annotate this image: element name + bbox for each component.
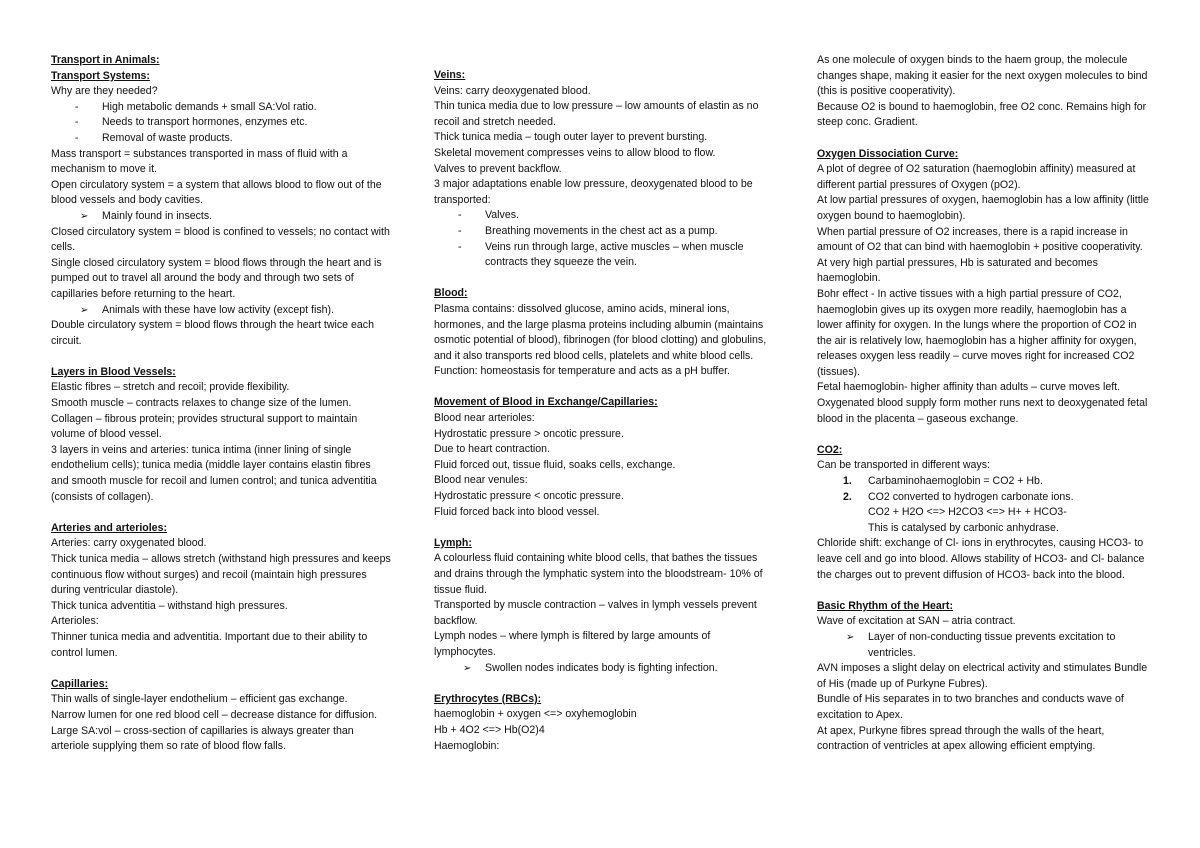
paragraph: AVN imposes a slight delay on electrical activity and stimulates Bundle of His (made up of Purkyne Fubres). xyxy=(817,662,1148,690)
paragraph: 3 layers in veins and arteries: tunica intima (inner lining of single endothelium cells); tunica media (middle layer contains elastin fibres and smooth muscle for recoil and lumen control; and tunica adventitia (consists of collagen). xyxy=(51,443,377,503)
paragraph: Double circulatory system = blood flows through the heart twice each circuit. xyxy=(51,319,374,347)
paragraph: Transported by muscle contraction – valves in lymph vessels prevent backflow. xyxy=(434,599,757,627)
list-item: ➢ Swollen nodes indicates body is fighting infection. xyxy=(434,661,774,677)
list-item: - Veins run through large, active muscles – when muscle contracts they squeeze the vein. xyxy=(434,240,774,271)
paragraph: Hydrostatic pressure > oncotic pressure. xyxy=(434,427,624,440)
paragraph: Due to heart contraction. xyxy=(434,443,551,456)
paragraph: Open circulatory system = a system that allows blood to flow out of the blood vessels and body cavities. xyxy=(51,178,382,207)
paragraph: Bundle of His separates in to two branches and conducts wave of excitation to Apex. xyxy=(817,693,1124,721)
arrow-list xyxy=(51,209,391,225)
paragraph: Mass transport = substances transported in mass of fluid with a mechanism to move it. xyxy=(51,147,348,176)
section-heading-co2: CO2: xyxy=(817,443,843,456)
column-left xyxy=(51,53,391,755)
paragraph: Closed circulatory system = blood is confined to vessels; no contact with cells. xyxy=(51,225,390,254)
section-heading-layers: Layers in Blood Vessels: xyxy=(51,365,176,378)
paragraph: At low partial pressures of oxygen, haemoglobin has a low affinity (little oxygen bound to haemoglobin). xyxy=(817,194,1149,222)
paragraph: Skeletal movement compresses veins to allow blood to flow. xyxy=(434,146,716,159)
section-heading-veins: Veins: xyxy=(434,69,466,81)
paragraph: Narrow lumen for one red blood cell – decrease distance for diffusion. xyxy=(51,708,378,721)
list-number: 2. xyxy=(843,490,852,503)
paragraph: At very high partial pressures, Hb is saturated and becomes haemoglobin. xyxy=(817,256,1098,285)
section-heading-blood: Blood: xyxy=(434,287,468,300)
list-item: - Removal of waste products. xyxy=(51,131,391,147)
paragraph: Hydrostatic pressure < oncotic pressure. xyxy=(434,490,624,503)
paragraph: Bohr effect - In active tissues with a high partial pressure of CO2, haemoglobin gives up its oxygen more readily, haemoglobin has a lower affinity for oxygen. In the lungs where the proportion of CO2 in the air is relatively low, haemoglobin has a higher affinity for oxygen, releases oxygen less readily – curve moves right for increased CO2 (tissues). xyxy=(817,287,1137,378)
paragraph: Haemoglobin: xyxy=(434,739,500,752)
paragraph: Thin tunica media due to low pressure – low amounts of elastin as no recoil and stretch needed. xyxy=(434,100,759,128)
column-middle xyxy=(434,68,774,754)
paragraph: Plasma contains: dissolved glucose, amino acids, mineral ions, hormones, and the large plasma proteins including albumin (maintains osmotic potential of blood), fibrinogen (for blood clotting) and globulins, and it also transports red blood cells, platelets and white blood cells. xyxy=(434,302,767,362)
paragraph: Can be transported in different ways: xyxy=(817,459,990,472)
paragraph: Large SA:vol – cross-section of capillaries is always greater than arteriole supplying them so rate of blood flow falls. xyxy=(51,724,354,753)
paragraph: Fluid forced out, tissue fluid, soaks cells, exchange. xyxy=(434,458,676,471)
paragraph: Thin walls of single-layer endothelium – efficient gas exchange. xyxy=(51,693,348,706)
section-heading-rhythm: Basic Rhythm of the Heart: xyxy=(817,599,953,612)
section-heading-lymph: Lymph: xyxy=(434,536,472,549)
arrow-list xyxy=(817,630,1152,661)
paragraph: 3 major adaptations enable low pressure, deoxygenated blood to be transported: xyxy=(434,178,753,206)
list-item xyxy=(817,490,1152,506)
vein-adaptations-list xyxy=(434,208,774,270)
equation: CO2 + H2O <=> H2CO3 <=> H+ + HCO3- xyxy=(868,506,1067,519)
reasons-list xyxy=(51,100,391,147)
paragraph: This is catalysed by carbonic anhydrase. xyxy=(868,521,1059,534)
paragraph: Fluid forced back into blood vessel. xyxy=(434,505,600,518)
column-right xyxy=(817,53,1152,755)
paragraph: When partial pressure of O2 increases, there is a rapid increase in amount of O2 that can bind with haemoglobin + positive cooperativity. xyxy=(817,225,1143,254)
section-heading-transport-systems: Transport Systems: xyxy=(51,69,150,82)
paragraph: As one molecule of oxygen binds to the haem group, the molecule changes shape, making it easier for the next oxygen molecules to bind (this is positive cooperativity). xyxy=(817,54,1148,98)
list-item: ➢ Mainly found in insects. xyxy=(51,209,391,225)
paragraph: Fetal haemoglobin- higher affinity than adults – curve moves left. Oxygenated blood supply form mother runs next to deoxygenated fetal blood in the placenta – gaseous exchange. xyxy=(817,381,1148,425)
document-title: Transport in Animals: xyxy=(51,54,160,66)
paragraph: Function: homeostasis for temperature and acts as a pH buffer. xyxy=(434,365,730,378)
list-number: 1. xyxy=(843,475,852,488)
list-item xyxy=(817,474,1152,490)
list-text: Carbaminohaemoglobin = CO2 + Hb. xyxy=(868,475,1043,488)
list-text: CO2 converted to hydrogen carbonate ions. xyxy=(868,490,1074,503)
arrow-list xyxy=(434,661,774,677)
arrow-list xyxy=(51,303,391,319)
list-item: - Valves. xyxy=(434,208,774,224)
paragraph: A colourless fluid containing white blood cells, that bathes the tissues and drains through the lymphatic system into the bloodstream- 10% of tissue fluid. xyxy=(434,552,763,596)
list-item: - High metabolic demands + small SA:Vol ratio. xyxy=(51,100,391,116)
list-item: ➢ Layer of non-conducting tissue prevents excitation to ventricles. xyxy=(817,630,1152,661)
section-heading-odc: Oxygen Dissociation Curve: xyxy=(817,147,959,160)
paragraph: Thick tunica adventitia – withstand high pressures. xyxy=(51,599,288,612)
list-item: - Needs to transport hormones, enzymes etc. xyxy=(51,115,391,131)
paragraph: Valves to prevent backflow. xyxy=(434,162,562,175)
paragraph: Veins: carry deoxygenated blood. xyxy=(434,84,591,97)
paragraph: Thick tunica media – allows stretch (withstand high pressures and keeps continuous flow without surges) and recoil (maintain high pressures during ventricular diastole). xyxy=(51,553,391,597)
paragraph: Arterioles: xyxy=(51,615,99,628)
paragraph: Single closed circulatory system = blood flows through the heart and is pumped out to travel all around the body and through two sets of capillaries before returning to the heart. xyxy=(51,256,382,300)
paragraph: Thick tunica media – tough outer layer to prevent bursting. xyxy=(434,131,708,144)
paragraph: Elastic fibres – stretch and recoil; provide flexibility. xyxy=(51,381,290,394)
section-heading-arteries: Arteries and arterioles: xyxy=(51,521,167,534)
paragraph: Because O2 is bound to haemoglobin, free O2 conc. Remains high for steep conc. Gradient. xyxy=(817,100,1147,129)
paragraph: Thinner tunica media and adventitia. Important due to their ability to control lumen. xyxy=(51,630,368,659)
paragraph: Why are they needed? xyxy=(51,85,158,98)
paragraph: At apex, Purkyne fibres spread through the walls of the heart, contraction of ventricles at apex allowing efficient emptying. xyxy=(817,724,1105,753)
paragraph: A plot of degree of O2 saturation (haemoglobin affinity) measured at different partial pressures of Oxygen (pO2). xyxy=(817,163,1136,191)
section-heading-erythrocytes: Erythrocytes (RBCs): xyxy=(434,692,542,705)
section-heading-movement: Movement of Blood in Exchange/Capillaries: xyxy=(434,396,658,409)
list-item: - Breathing movements in the chest act as a pump. xyxy=(434,224,774,240)
section-heading-capillaries: Capillaries: xyxy=(51,677,109,690)
paragraph: Blood near venules: xyxy=(434,474,528,487)
paragraph: Chloride shift: exchange of Cl- ions in erythrocytes, causing HCO3- to leave cell and go into blood. Allows stability of HCO3- and Cl- balance the charges out to prevent diffusion of HCO3- back into the blood. xyxy=(817,537,1145,581)
paragraph: Blood near arterioles: xyxy=(434,412,535,425)
list-item: ➢ Animals with these have low activity (except fish). xyxy=(51,303,391,319)
paragraph: Hb + 4O2 <=> Hb(O2)4 xyxy=(434,723,545,736)
paragraph: Wave of excitation at SAN – atria contract. xyxy=(817,615,1016,628)
paragraph: haemoglobin + oxygen <=> oxyhemoglobin xyxy=(434,708,637,721)
paragraph: Collagen – fibrous protein; provides structural support to maintain volume of blood vessel. xyxy=(51,412,358,441)
co2-ways-list xyxy=(817,474,1152,505)
paragraph: Smooth muscle – contracts relaxes to change size of the lumen. xyxy=(51,397,352,410)
paragraph: Arteries: carry oxygenated blood. xyxy=(51,537,207,550)
paragraph: Lymph nodes – where lymph is filtered by large amounts of lymphocytes. xyxy=(434,630,711,658)
